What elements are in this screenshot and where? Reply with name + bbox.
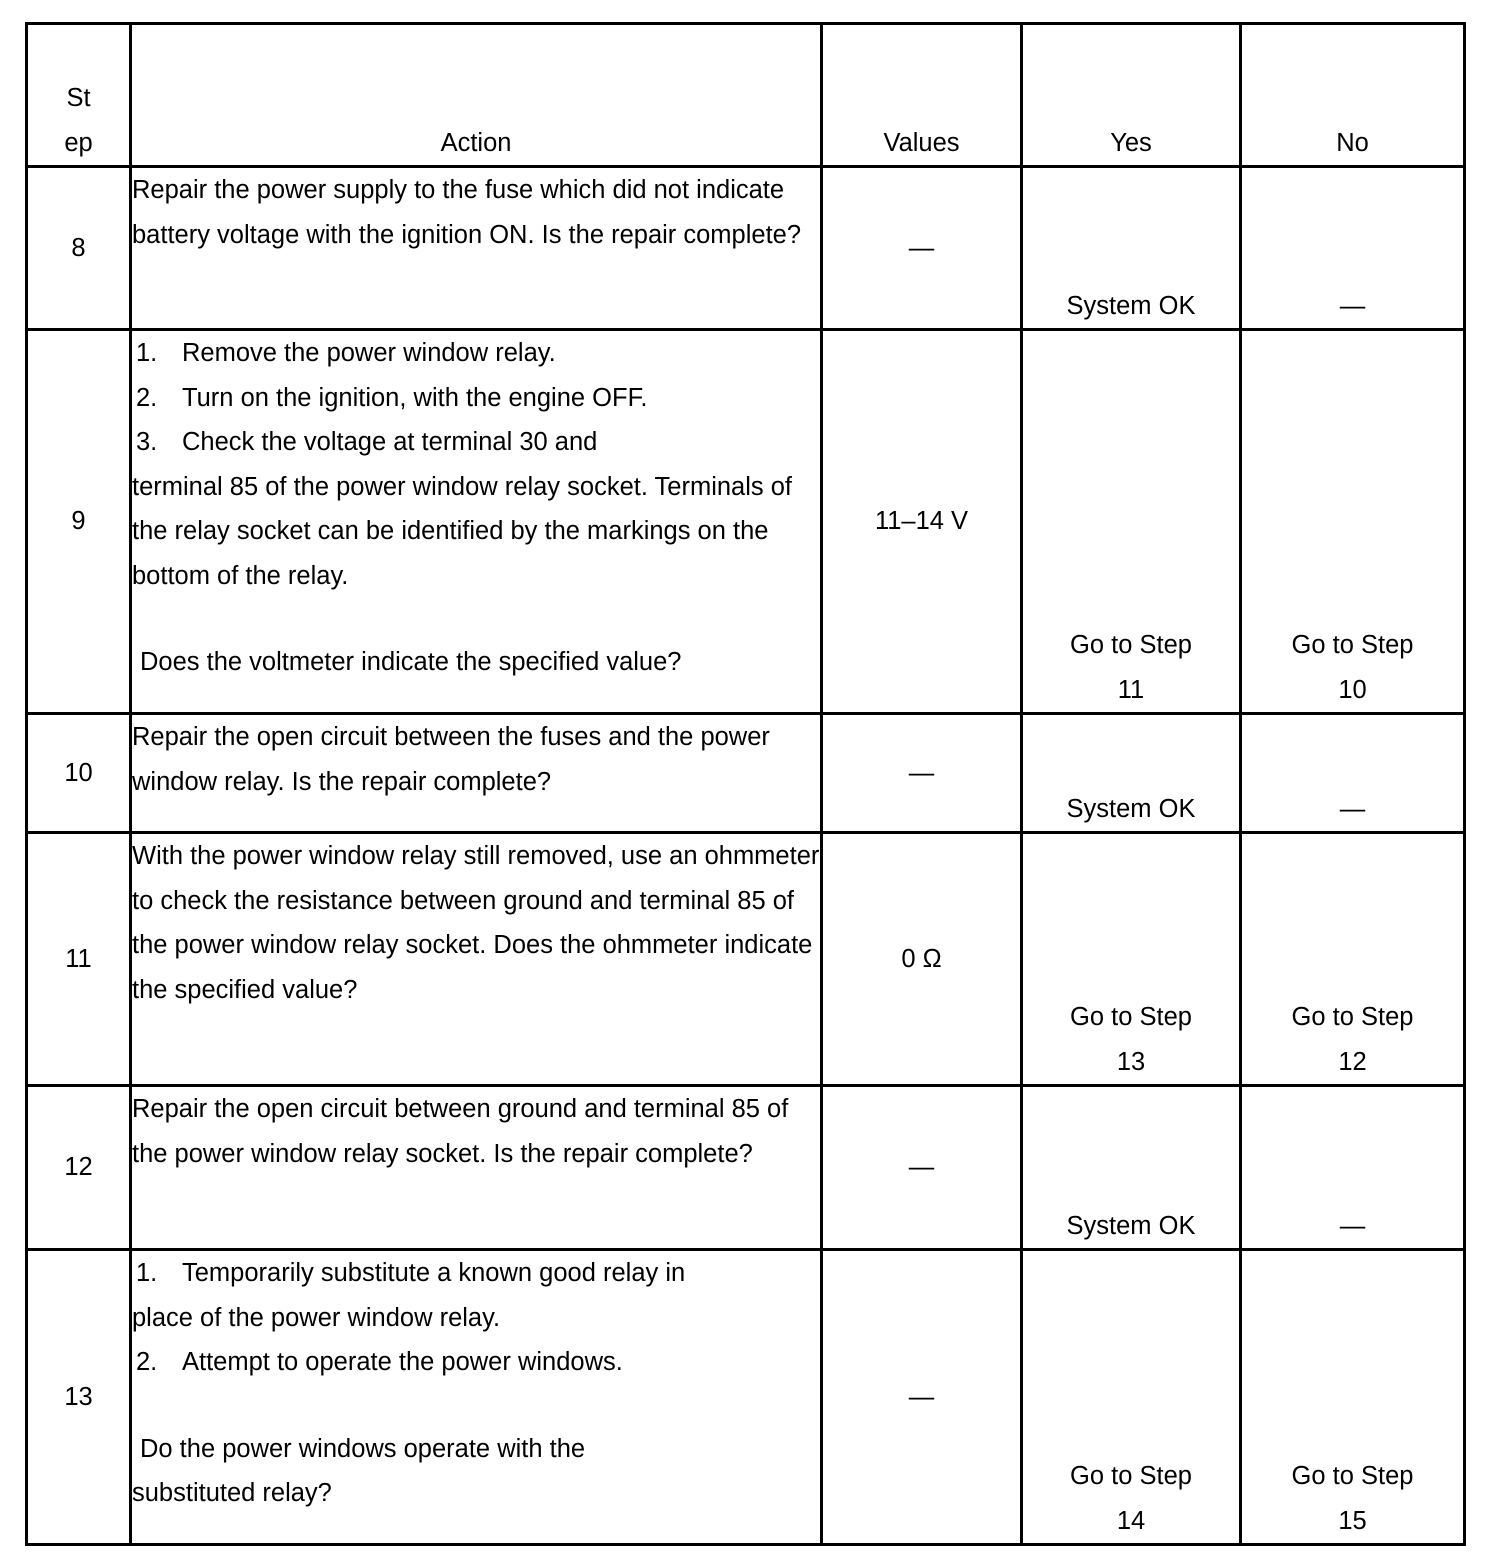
action-cell: Repair the power supply to the fuse which did not indicate battery voltage with the ignition ON. Is the repair complete?: [131, 167, 822, 330]
list-number: 2.: [136, 383, 158, 412]
no-goto-label: Go to Step: [1291, 1003, 1414, 1031]
no-goto-label: Go to Step: [1291, 631, 1414, 659]
yes-cell: [1022, 833, 1241, 1086]
no-goto-label: Go to Step: [1291, 1462, 1414, 1490]
diagnostic-table: [25, 22, 1466, 1546]
action-list-item: [132, 420, 820, 465]
list-text: Remove the power window relay.: [182, 339, 556, 367]
step-number: 9: [27, 330, 131, 714]
header-no: No: [1241, 24, 1465, 167]
action-cell: With the power window relay still removed, use an ohmmeter to check the resistance between ground and terminal 85 of the power window relay socket. Does the ohmmeter indicate the specified value?: [131, 833, 822, 1086]
yes-cell: System OK: [1022, 1086, 1241, 1250]
action-list-item: [132, 1340, 820, 1385]
no-cell: —: [1241, 1086, 1465, 1250]
table-row: [27, 167, 1465, 330]
action-list-item: [132, 331, 820, 376]
no-goto-step: 10: [1338, 675, 1367, 704]
list-text: Temporarily substitute a known good relay in: [182, 1259, 686, 1287]
values-cell: —: [822, 167, 1022, 330]
no-cell: —: [1241, 167, 1465, 330]
no-goto-step: 12: [1338, 1047, 1367, 1076]
header-yes: Yes: [1022, 24, 1241, 167]
yes-goto-step: 11: [1117, 675, 1145, 704]
step-number: 12: [27, 1086, 131, 1250]
action-cell: [131, 330, 822, 714]
table-row: [27, 1250, 1465, 1545]
yes-goto-step: 13: [1116, 1047, 1146, 1076]
values-cell: —: [822, 1250, 1022, 1545]
table-row: [27, 1086, 1465, 1250]
list-text: Check the voltage at terminal 30 and: [182, 428, 598, 456]
action-cell: Repair the open circuit between ground and terminal 85 of the power window relay socket. Is the repair complete?: [131, 1086, 822, 1250]
list-text: Attempt to operate the power windows.: [182, 1348, 623, 1376]
action-continuation: place of the power window relay.: [132, 1303, 501, 1332]
list-number: 1.: [136, 339, 158, 367]
values-cell: 0 Ω: [822, 833, 1022, 1086]
action-question: Do the power windows operate with the: [140, 1434, 586, 1463]
yes-cell: System OK: [1022, 167, 1241, 330]
table-row: [27, 833, 1465, 1086]
action-continuation: terminal 85 of the power window relay socket. Terminals of the relay socket can be identified by the markings on the bottom of the relay.: [132, 472, 792, 590]
table-row: [27, 714, 1465, 833]
header-step-line1: St: [66, 84, 91, 112]
step-number: 8: [27, 167, 131, 330]
action-question-cont: substituted relay?: [132, 1479, 332, 1507]
list-number: 3.: [136, 428, 158, 456]
header-step-line2: ep: [64, 128, 93, 157]
step-number: 11: [27, 833, 131, 1086]
header-values: Values: [822, 24, 1022, 167]
values-cell: —: [822, 1086, 1022, 1250]
header-action: Action: [131, 24, 822, 167]
no-cell: [1241, 833, 1465, 1086]
list-number: 1.: [136, 1259, 158, 1287]
list-text: Turn on the ignition, with the engine OFF.: [182, 383, 648, 412]
list-number: 2.: [136, 1348, 158, 1376]
yes-cell: [1022, 330, 1241, 714]
yes-goto-label: Go to Step: [1070, 1003, 1192, 1031]
yes-goto-step: 14: [1116, 1506, 1146, 1535]
yes-goto-label: Go to Step: [1070, 631, 1192, 659]
action-cell: [131, 1250, 822, 1545]
no-cell: —: [1241, 714, 1465, 833]
action-list-item: [132, 376, 820, 421]
no-cell: [1241, 1250, 1465, 1545]
yes-cell: [1022, 1250, 1241, 1545]
no-cell: [1241, 330, 1465, 714]
values-cell: —: [822, 714, 1022, 833]
values-cell: 11–14 V: [822, 330, 1022, 714]
table-row: [27, 330, 1465, 714]
yes-cell: System OK: [1022, 714, 1241, 833]
yes-goto-label: Go to Step: [1070, 1462, 1192, 1490]
action-question: Does the voltmeter indicate the specified value?: [140, 648, 682, 676]
step-number: 13: [27, 1250, 131, 1545]
step-number: 10: [27, 714, 131, 833]
no-goto-step: 15: [1338, 1506, 1367, 1535]
header-step: [27, 24, 131, 167]
header-row: [27, 24, 1465, 167]
action-cell: Repair the open circuit between the fuses and the power window relay. Is the repair complete?: [131, 714, 822, 833]
action-list-item: [132, 1251, 820, 1296]
